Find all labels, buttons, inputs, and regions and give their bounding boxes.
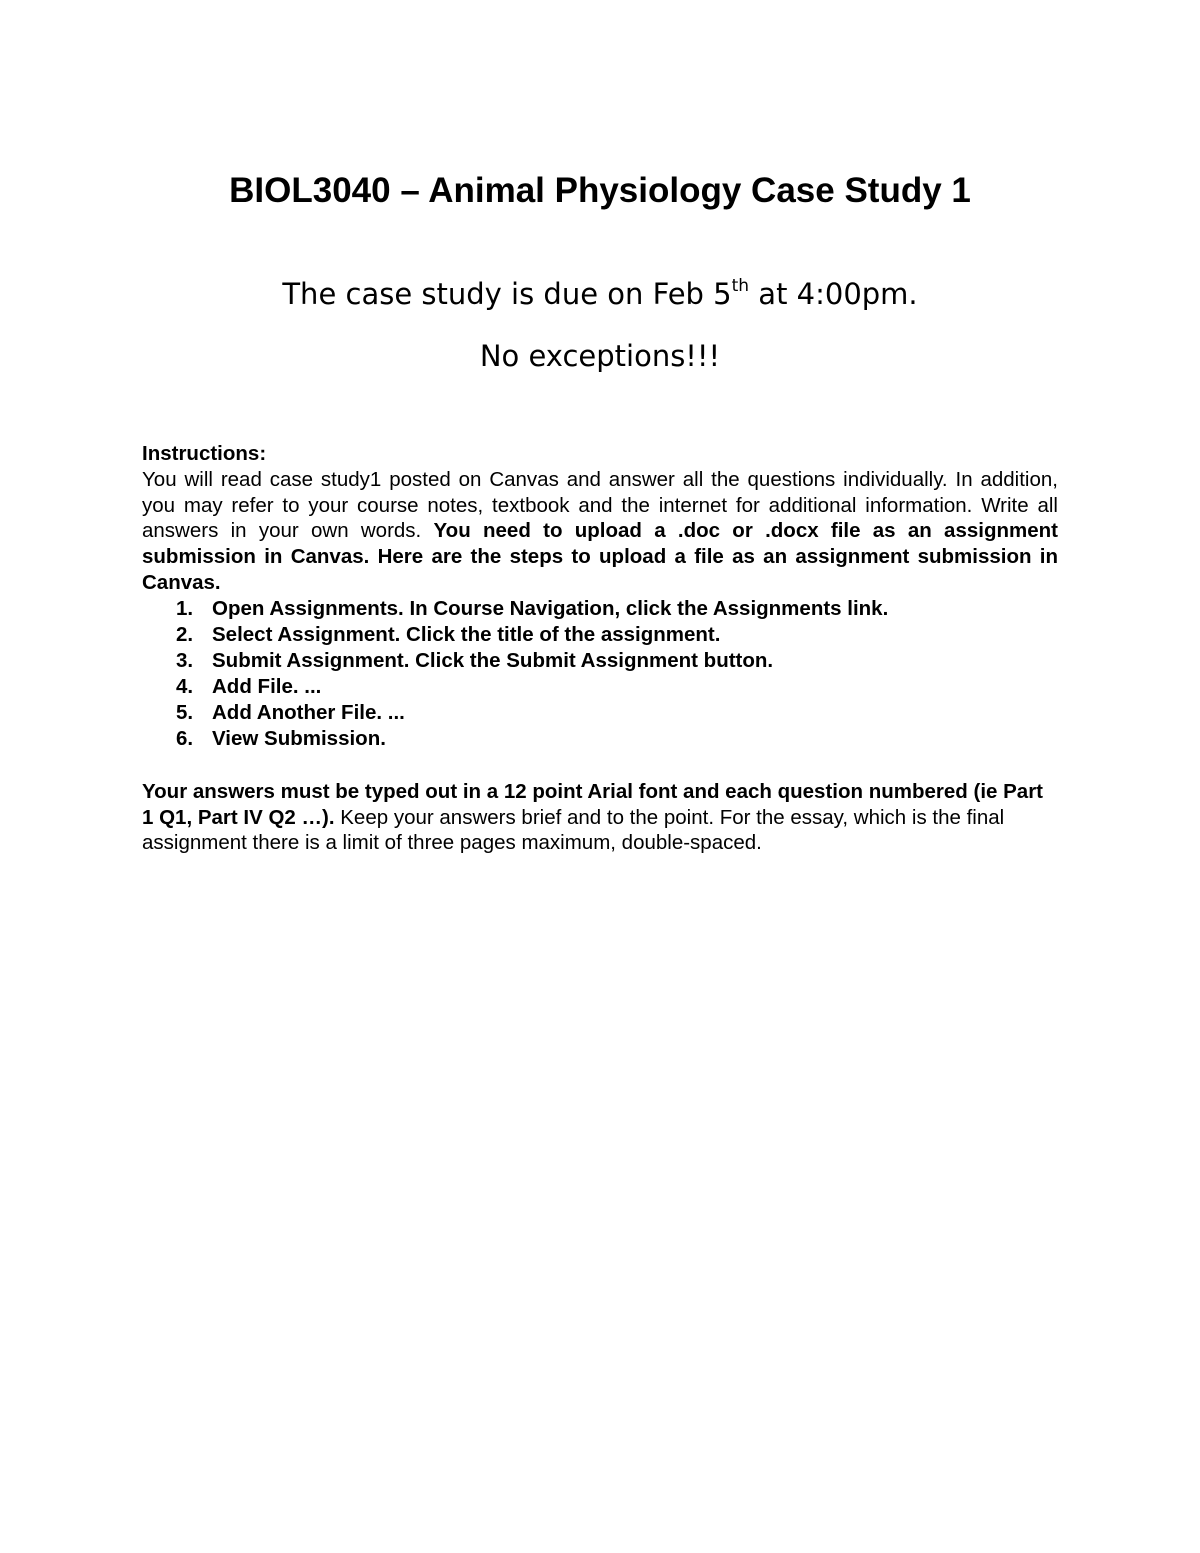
list-item (142, 674, 1058, 700)
list-item (142, 700, 1058, 726)
step-text: View Submission. (212, 726, 386, 750)
instructions-paragraph (142, 467, 1058, 596)
formatting-requirement-text: Your answers must be typed out in a 12 point Arial font and each question numbered (ie Part 1 Q1, Part IV Q2 …). (142, 779, 1043, 829)
step-number: 2. (176, 622, 194, 646)
step-text: Add Another File. ... (212, 700, 405, 724)
due-date-superscript: th (731, 276, 750, 297)
step-text: Add File. ... (212, 674, 322, 698)
step-text: Open Assignments. In Course Navigation, click the Assignments link. (212, 596, 889, 620)
list-item (142, 726, 1058, 752)
formatting-guidance-text: Keep your answers brief and to the point. For the essay, which is the final assignment there is a limit of three pages maximum, double-spaced. (142, 805, 1005, 855)
step-number: 6. (176, 726, 194, 750)
upload-steps-list (142, 596, 1058, 752)
due-date-prefix: The case study is due on Feb 5 (282, 277, 732, 311)
document-title: BIOL3040 – Animal Physiology Case Study 1 (229, 171, 971, 210)
step-number: 4. (176, 674, 194, 698)
no-exceptions-line: No exceptions!!! (479, 339, 721, 373)
formatting-paragraph (142, 779, 1058, 856)
instructions-label: Instructions: (142, 442, 267, 465)
list-item (142, 622, 1058, 648)
list-item (142, 596, 1058, 622)
instructions-intro-text: You will read case study1 posted on Canvas and answer all the questions individually. In addition, you may refer to your course notes, textbook and the internet for additional information. Write all answers in your own words. (142, 467, 1058, 543)
step-text: Select Assignment. Click the title of the assignment. (212, 622, 721, 646)
due-date-line (0, 276, 1200, 312)
step-number: 1. (176, 596, 194, 620)
step-number: 5. (176, 700, 194, 724)
due-date-suffix: at 4:00pm. (749, 277, 918, 311)
instructions-upload-text: You need to upload a .doc or .docx file as an assignment submission in Canvas. Here are the steps to upload a file as an assignment submission in Canvas. (142, 519, 1058, 594)
step-text: Submit Assignment. Click the Submit Assignment button. (212, 648, 774, 672)
step-number: 3. (176, 648, 194, 672)
list-item (142, 648, 1058, 674)
instructions-section (142, 441, 1058, 856)
